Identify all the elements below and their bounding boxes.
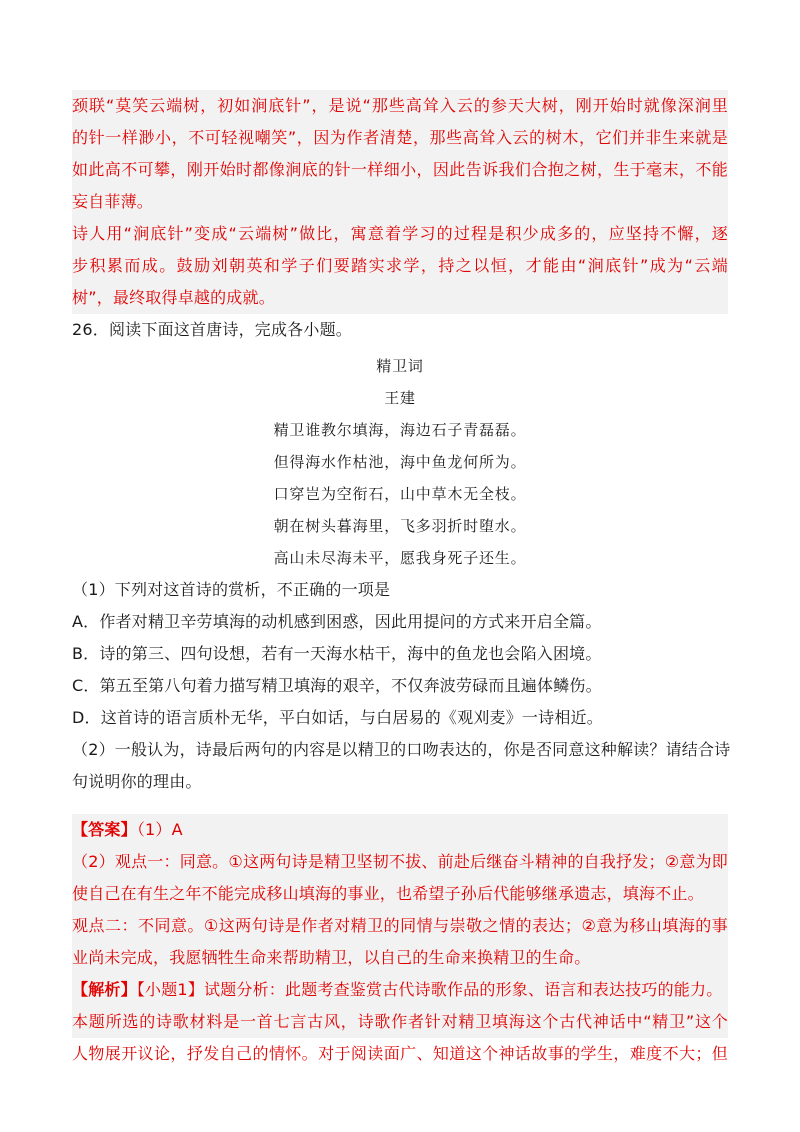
answer-line: （2）观点一：同意。①这两句诗是精卫坚韧不拔、前赴后继奋斗精神的自我抒发；②意为即 bbox=[72, 852, 728, 871]
analysis-first-line bbox=[72, 974, 728, 1006]
question-26 bbox=[72, 314, 731, 798]
analysis-line: 本题所选的诗歌材料是一首七言古风，诗歌作者针对精卫填海这个古代神话中“精卫”这个 bbox=[72, 1012, 728, 1031]
sub-question-2: 句说明你的理由。 bbox=[72, 772, 202, 791]
question-prompt: 阅读下面这首唐诗，完成各小题。 bbox=[108, 320, 352, 339]
answer-line: 步积累而成。鼓励刘朝英和学子们要踏实求学，持之以恒，才能由“涧底针”成为“云端 bbox=[72, 256, 728, 275]
answer-choice: （1）A bbox=[136, 820, 183, 839]
option-d: D．这首诗的语言质朴无华，平白如话，与白居易的《观刈麦》一诗相近。 bbox=[72, 708, 603, 727]
previous-answer-block bbox=[72, 90, 728, 314]
poem-author: 王建 bbox=[384, 389, 416, 407]
answer-line: 诗人用“涧底针”变成“云端树”做比，寓意着学习的过程是积少成多的，应坚持不懈，逐 bbox=[72, 224, 728, 243]
answer-line: 妄自菲薄。 bbox=[72, 192, 154, 211]
poem-line: 口穿岂为空衔石，山中草木无全枝。 bbox=[273, 485, 527, 503]
option-b: B．诗的第三、四句设想，若有一天海水枯干，海中的鱼龙也会陷入困境。 bbox=[72, 644, 602, 663]
answer-line: 业尚未完成，我愿牺牲生命来帮助精卫，以自己的生命来换精卫的生命。 bbox=[72, 948, 591, 967]
poem-line: 但得海水作枯池，海中鱼龙何所为。 bbox=[273, 453, 527, 471]
option-a: A．作者对精卫辛劳填海的动机感到困惑，因此用提问的方式来开启全篇。 bbox=[72, 612, 602, 631]
poem-line: 朝在树头暮海里，飞多羽折时堕水。 bbox=[273, 517, 527, 535]
answer-line: 树”，最终取得卓越的成就。 bbox=[72, 288, 275, 307]
analysis-text: 【小题1】试题分析：此题考查鉴赏古代诗歌作品的形象、语言和表达技巧的能力。 bbox=[136, 980, 723, 999]
answer-line: 颈联“莫笑云端树，初如涧底针”，是说“那些高耸入云的参天大树，刚开始时就像深涧里 bbox=[72, 96, 728, 115]
question-number: 26． bbox=[72, 320, 109, 339]
answer-line: 观点二：不同意。①这两句诗是作者对精卫的同情与崇敬之情的表达；②意为移山填海的事 bbox=[72, 916, 728, 935]
answer-line: 如此高不可攀，刚开始时都像涧底的针一样细小，因此告诉我们合抱之树，生于毫末，不能 bbox=[72, 160, 728, 179]
answer-analysis-block bbox=[72, 814, 728, 1063]
poem-line: 高山未尽海未平，愿我身死子还生。 bbox=[273, 549, 527, 567]
poem-title: 精卫词 bbox=[376, 357, 424, 375]
answer-line: 使自己在有生之年不能完成移山填海的事业，也希望子孙后代能够继承遗志，填海不止。 bbox=[72, 884, 704, 903]
sub-question-2: （2）一般认为，诗最后两句的内容是以精卫的口吻表达的，你是否同意这种解读？请结合诗 bbox=[72, 740, 731, 759]
analysis-tag: 【解析】 bbox=[72, 980, 137, 999]
question-stem bbox=[72, 314, 728, 346]
answer-first-line bbox=[72, 814, 728, 846]
answer-tag: 【答案】 bbox=[72, 820, 137, 839]
sub-question-1: （1）下列对这首诗的赏析，不正确的一项是 bbox=[72, 580, 391, 599]
answer-line: 的针一样渺小，不可轻视嘲笑”，因为作者清楚，那些高耸入云的树木，它们并非生来就是 bbox=[72, 128, 728, 147]
poem-line: 精卫谁教尔填海，海边石子青磊磊。 bbox=[273, 421, 527, 439]
analysis-line: 人物展开议论，抒发自己的情怀。对于阅读面广、知道这个神话故事的学生，难度不大；但 bbox=[72, 1044, 728, 1063]
option-c: C．第五至第八句着力描写精卫填海的艰辛，不仅奔波劳碌而且遍体鳞伤。 bbox=[72, 676, 602, 695]
